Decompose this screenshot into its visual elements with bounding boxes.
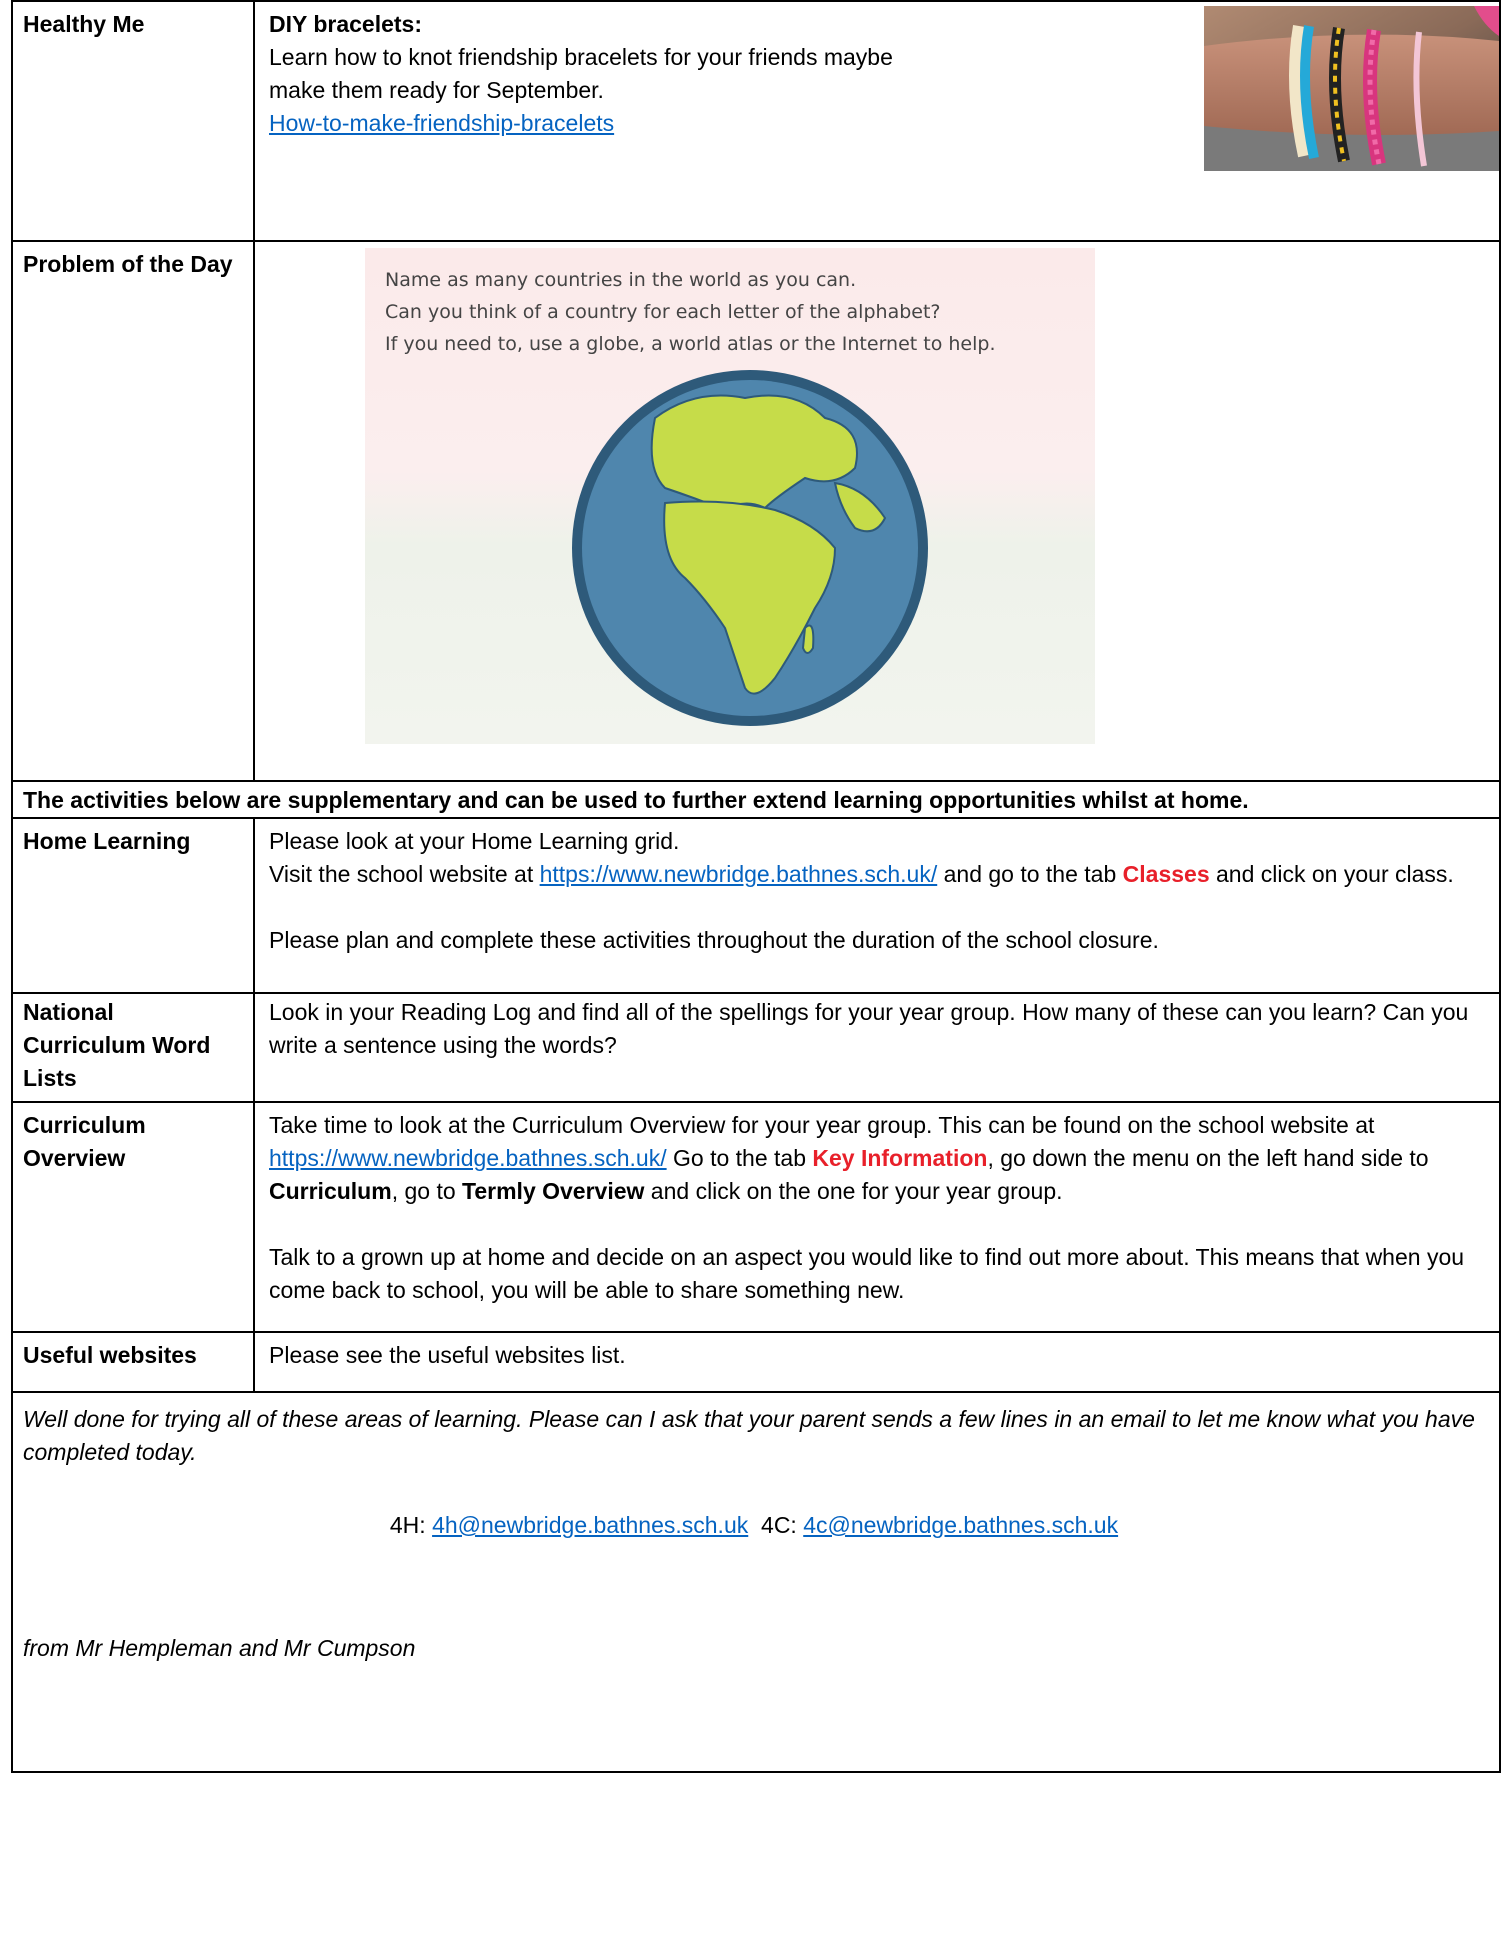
row-national-curriculum [12,993,1500,1102]
footer-content [12,1392,1500,1772]
document [11,0,1501,1773]
row-useful-websites [12,1332,1500,1392]
key-information-label: Key Information [812,1145,988,1171]
signoff: from Mr Hempleman and Mr Cumpson [23,1635,416,1661]
email-4h-link[interactable]: 4h@newbridge.bathnes.sch.uk [432,1512,749,1538]
problem-image [365,248,1095,744]
row-content: Look in your Reading Log and find all of the spellings for your year group. How many of these can you learn? Can you write a sentence using the words? [254,993,1500,1102]
row-problem-of-the-day [12,241,1500,781]
row-content: Please see the useful websites list. [254,1332,1500,1392]
row-label: Problem of the Day [12,241,254,781]
row-label: Healthy Me [12,1,254,241]
bracelets-photo [1204,6,1499,180]
row-home-learning [12,818,1500,993]
home-line: Please plan and complete these activities throughout the duration of the school closure. [269,927,1159,953]
row-healthy-me [12,1,1500,241]
row-content [254,1,1500,241]
overview-paragraph: Talk to a grown up at home and decide on an aspect you would like to find out more about. This means that when you come back to school, you will be able to share something new. [269,1244,1465,1303]
bracelets-link[interactable]: How-to-make-friendship-bracelets [269,110,615,136]
row-label: National Curriculum Word Lists [12,993,254,1102]
learning-table [11,0,1501,1773]
email-4c-link[interactable]: 4c@newbridge.bathnes.sch.uk [803,1512,1119,1538]
row-label: Curriculum Overview [12,1102,254,1332]
school-website-link[interactable]: https://www.newbridge.bathnes.sch.uk/ [269,1145,667,1171]
problem-line: Can you think of a country for each letter of the alphabet? [385,301,941,323]
row-supplementary [12,781,1500,818]
classes-tab-label: Classes [1122,861,1210,887]
problem-line: If you need to, use a globe, a world atlas or the Internet to help. [385,333,996,355]
activity-text: Learn how to knot friendship bracelets for your friends maybe make them ready for September. [269,44,893,103]
row-label: Home Learning [12,818,254,993]
row-curriculum-overview [12,1102,1500,1332]
email-line: 4H: 4h@newbridge.bathnes.sch.uk 4C: 4c@newbridge.bathnes.sch.uk [389,1512,1119,1538]
bracelets-image [1204,6,1499,171]
overview-paragraph: Take time to look at the Curriculum Overview for your year group. This can be found on the school website at https://www.newbridge.bathnes.sch.uk/ Go to the tab Key Information, go down the menu on the left hand side to Curriculum, go to Termly Overview and click on the one for your year group. [269,1112,1429,1204]
school-website-link[interactable]: https://www.newbridge.bathnes.sch.uk/ [539,861,938,887]
home-line: Visit the school website at https://www.newbridge.bathnes.sch.uk/ and go to the tab Classes and click on your class. [269,861,1454,887]
row-content [254,818,1500,993]
problem-line: Name as many countries in the world as you can. [385,269,857,291]
row-footer [12,1392,1500,1772]
row-content [254,1102,1500,1332]
globe-icon [365,248,1095,744]
footer-message: Well done for trying all of these areas of learning. Please can I ask that your parent sends a few lines in an email to let me know what you have completed today. [23,1406,1475,1465]
row-content [254,241,1500,781]
home-line: Please look at your Home Learning grid. [269,828,680,854]
activity-title: DIY bracelets: [269,11,422,37]
supplementary-heading: The activities below are supplementary and can be used to further extend learning opportunities whilst at home. [12,781,1500,818]
row-label: Useful websites [12,1332,254,1392]
